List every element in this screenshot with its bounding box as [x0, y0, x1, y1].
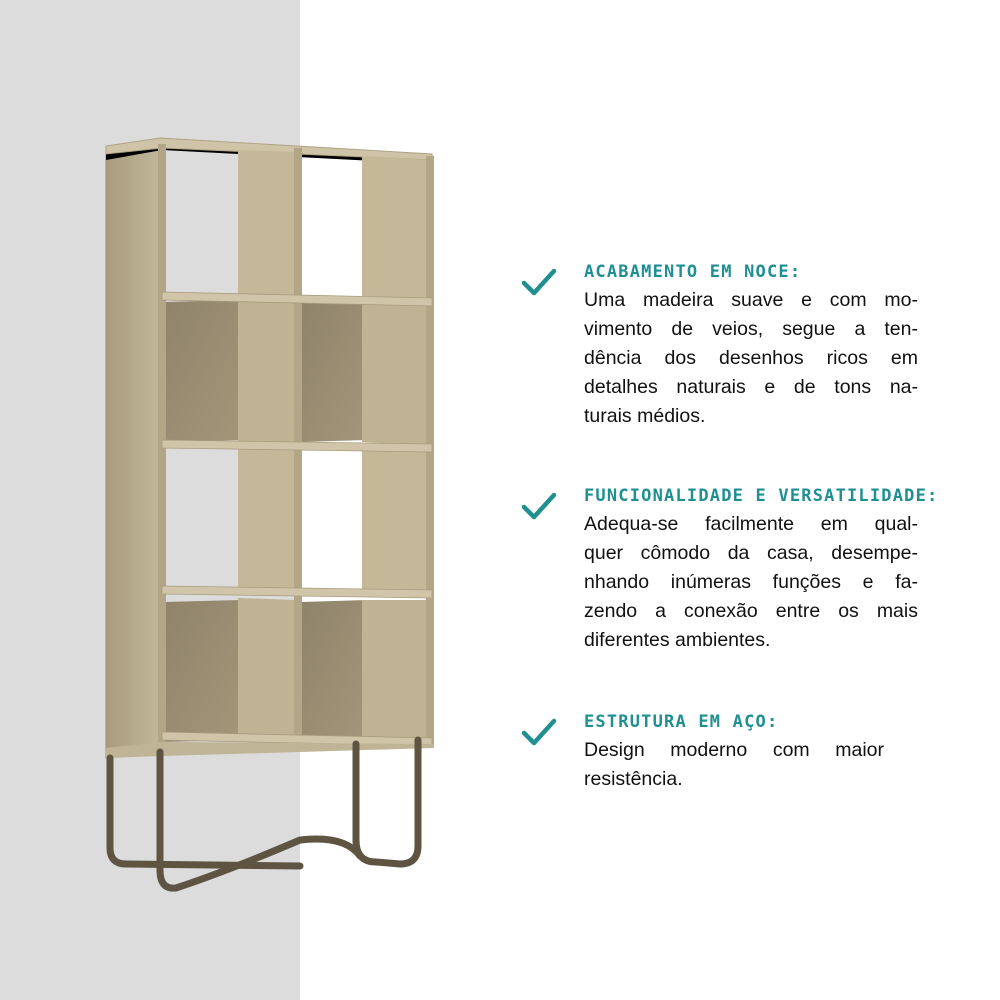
description-line: Design moderno com maior — [584, 739, 884, 761]
description-line: vimento de veios, segue a ten- — [584, 318, 918, 340]
description-line: detalhes naturais e de tons na- — [584, 376, 918, 398]
description-line: dência dos desenhos ricos em — [584, 347, 918, 369]
feature-title: ESTRUTURA EM AÇO: — [584, 712, 779, 732]
description-line: quer cômodo da casa, desempe- — [584, 542, 918, 564]
description-line: Adequa-se facilmente em qual- — [584, 513, 918, 535]
feature-description — [584, 736, 884, 794]
description-line: turais médios. — [584, 405, 706, 427]
feature-title: FUNCIONALIDADE E VERSATILIDADE: — [584, 486, 939, 506]
description-line: resistência. — [584, 768, 683, 790]
feature-description — [584, 286, 918, 431]
check-icon — [520, 716, 558, 750]
description-line: Uma madeira suave e com mo- — [584, 289, 918, 311]
description-line: diferentes ambientes. — [584, 629, 771, 651]
feature-title: ACABAMENTO EM NOCE: — [584, 262, 802, 282]
check-icon — [520, 490, 558, 524]
check-icon — [520, 266, 558, 300]
bookshelf-image — [0, 0, 460, 1000]
description-line: zendo a conexão entre os mais — [584, 600, 918, 622]
description-line: nhando inúmeras funções e fa- — [584, 571, 918, 593]
feature-description — [584, 510, 918, 655]
